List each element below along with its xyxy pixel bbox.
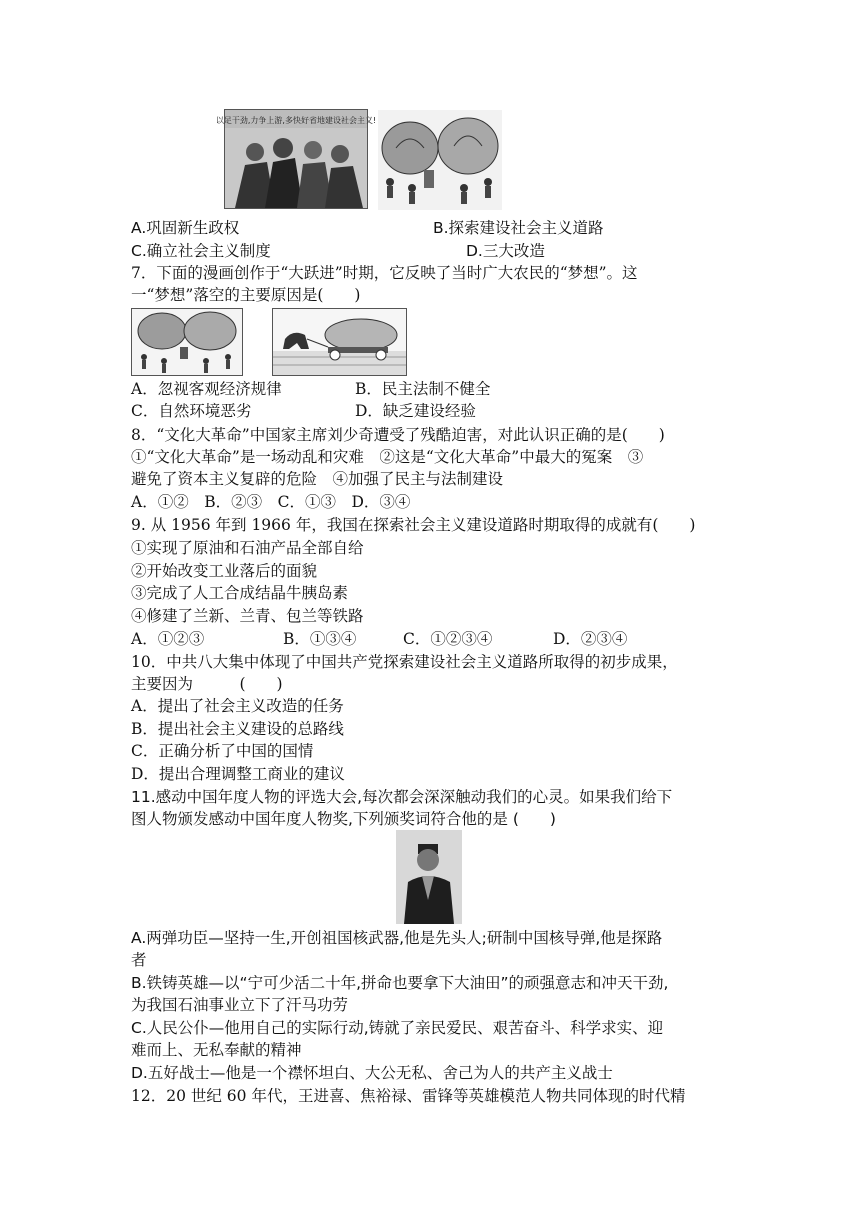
q7-option-b: B．民主法制不健全 <box>355 380 491 398</box>
q9-item-1: ①实现了原油和石油产品全部自给 <box>131 539 364 557</box>
q9-option-b: B．①③④ <box>283 630 357 648</box>
q9-option-a: A．①②③ <box>131 630 205 648</box>
cabbage-cartoon-image <box>378 110 502 210</box>
q10-option-d: D．提出合理调整工商业的建议 <box>131 765 345 783</box>
q11-stem-line2: 图人物颁发感动中国年度人物奖,下列颁奖词符合他的是 ( ) <box>131 810 556 828</box>
q7-ox-cart-illustration <box>273 309 406 375</box>
q11-option-d: D.五好战士—他是一个襟怀坦白、大公无私、舍己为人的共产主义战士 <box>131 1064 613 1082</box>
poster-slogan: 以足干劲,力争上游,多快好省地建设社会主义! <box>215 116 377 125</box>
poster-illustration <box>215 110 377 208</box>
q9-option-c: C．①②③④ <box>403 630 493 648</box>
q10-option-c: C．正确分析了中国的国情 <box>131 742 314 760</box>
q6-option-d: D.三大改造 <box>466 242 545 260</box>
q6-option-a: A.巩固新生政权 <box>131 219 240 237</box>
q9-stem-line1: 9. 从 1956 年到 1966 年，我国在探索社会主义建设道路时期取得的成就有( ) <box>131 516 696 534</box>
q8-options: A．①② B．②③ C．①③ D．③④ <box>131 493 411 511</box>
q11-portrait-photo <box>396 830 462 924</box>
q11-option-a-line2: 者 <box>131 951 147 969</box>
q8-stem-line2: ①“文化大革命”是一场动乱和灾难 ②这是“文化大革命”中最大的冤案 ③ <box>131 448 644 466</box>
q9-item-2: ②开始改变工业落后的面貌 <box>131 562 318 580</box>
q10-stem-line1: 10．中共八大集中体现了中国共产党探索建设社会主义道路所取得的初步成果， <box>131 653 678 671</box>
q7-option-c: C．自然环境恶劣 <box>131 402 252 420</box>
q7-cabbage-cartoon <box>131 308 243 376</box>
q7-option-d: D．缺乏建设经验 <box>355 402 476 420</box>
q7-option-a: A．忽视客观经济规律 <box>131 380 282 398</box>
q9-option-d: D．②③④ <box>553 630 628 648</box>
q9-item-4: ④修建了兰新、兰青、包兰等铁路 <box>131 607 364 625</box>
q11-option-b-line1: B.铁铸英雄—以“宁可少活二十年,拼命也要拿下大油田”的顽强意志和冲天干劲, <box>131 974 669 992</box>
q12-stem-line1: 12．20 世纪 60 年代，王进喜、焦裕禄、雷锋等英雄模范人物共同体现的时代精 <box>131 1087 686 1105</box>
q11-stem-line1: 11.感动中国年度人物的评选大会,每次都会深深触动我们的心灵。如果我们给下 <box>131 788 673 806</box>
q6-option-b: B.探索建设社会主义道路 <box>433 219 604 237</box>
q8-stem-line3: 避免了资本主义复辟的危险 ④加强了民主与法制建设 <box>131 470 504 488</box>
q11-option-b-line2: 为我国石油事业立下了汗马功劳 <box>131 996 349 1014</box>
q10-stem-line2: 主要因为 ( ) <box>131 675 283 693</box>
q10-option-b: B．提出社会主义建设的总路线 <box>131 720 344 738</box>
q7-cabbage-illustration <box>132 309 242 375</box>
q8-stem-line1: 8．“文化大革命”中国家主席刘少奇遭受了残酷迫害，对此认识正确的是( ) <box>131 426 665 444</box>
q11-option-c-line2: 难而上、无私奉献的精神 <box>131 1041 302 1059</box>
q7-stem-line1: 7．下面的漫画创作于“大跃进”时期，它反映了当时广大农民的“梦想”。这 <box>131 264 638 282</box>
cabbage-cartoon-illustration <box>378 110 502 210</box>
poster-image <box>215 109 377 209</box>
q6-option-c: C.确立社会主义制度 <box>131 242 271 260</box>
q9-item-3: ③完成了人工合成结晶牛胰岛素 <box>131 584 349 602</box>
q7-stem-line2: 一“梦想”落空的主要原因是( ) <box>131 286 361 304</box>
q7-ox-cart-cartoon <box>272 308 407 376</box>
q11-option-c-line1: C.人民公仆—他用自己的实际行动,铸就了亲民爱民、艰苦奋斗、科学求实、迎 <box>131 1019 664 1037</box>
q11-option-a-line1: A.两弹功臣—坚持一生,开创祖国核武器,他是先头人;研制中国核导弹,他是探路 <box>131 929 663 947</box>
q10-option-a: A．提出了社会主义改造的任务 <box>131 697 344 715</box>
q11-portrait-illustration <box>396 830 462 924</box>
